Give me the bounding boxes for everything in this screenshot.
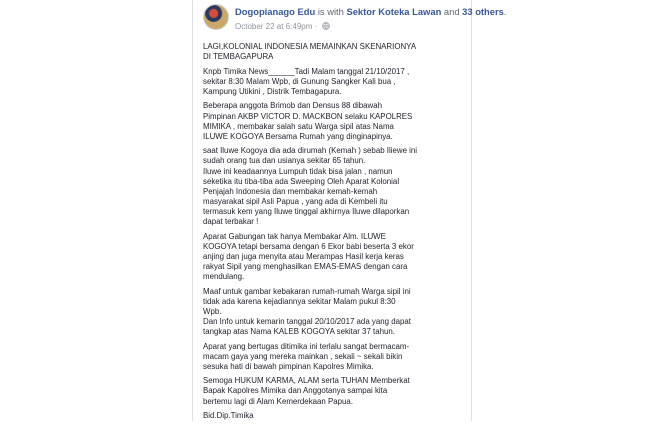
text-line: Bapak Kapolres Mimika dan Anggotanya sampai kita xyxy=(203,386,388,396)
post-body xyxy=(203,42,467,426)
post-timestamp-link[interactable]: October 22 at 6:49pm · xyxy=(235,22,318,32)
text-line: Aparat yang bertugas ditimika ini terlalu sangat bermacam- xyxy=(203,341,410,351)
facebook-post-card xyxy=(192,0,507,421)
text-line: Wpb. xyxy=(203,306,222,316)
author-name-link[interactable]: Dogopianago Edu xyxy=(235,6,316,17)
text-line: Beberapa anggota Brimob dan Densus 88 dibawah xyxy=(203,101,382,111)
text-line: dapat terbakar ! xyxy=(203,217,259,226)
text-line: Maaf untuk gambar kebakaran rumah-rumah Warga sipil ini xyxy=(203,286,411,296)
text-line: Dan Info untuk kemarin tanggal 20/10/2017 ada yang dapat xyxy=(203,316,411,326)
text-line: mendulang. xyxy=(203,271,245,281)
with-text: is with xyxy=(317,6,344,17)
text-line: DI TEMBAGAPURA xyxy=(203,52,274,62)
text-line: Pimpinan AKBP VICTOR D. MACKBON selaku KAPOLRES xyxy=(203,111,413,121)
text-line: Penjajah Indonesia dan membakar kemah-kemah xyxy=(203,186,378,196)
paragraph-4 xyxy=(203,232,467,282)
text-line: tidak ada karena kejadiannya sekitar Malam pukul 8:30 xyxy=(203,296,396,306)
text-line: tangkap atas Nama KALEB KOGOYA sekitar 37 tahun. xyxy=(203,326,395,336)
text-line: rakyat Sipil yang menghasilkan EMAS-EMAS dengan cara xyxy=(203,261,408,271)
text-line: sesuka hati di bawah pimpinan Kapolres Mimika. xyxy=(203,361,374,371)
post-meta xyxy=(235,22,330,32)
post-header xyxy=(203,4,507,36)
text-line: seketika itu tiba-tiba ada Sweeping Oleh Aparat Kolonial xyxy=(203,176,400,186)
text-line: Kampung Utikini , Distrik Tembagapura. xyxy=(203,86,342,96)
text-line: Aparat Gabungan tak hanya Membakar Alm. ILUWE xyxy=(203,231,386,241)
text-line: saat Iluwe Kogoya dia ada dirumah (Kemah ) sebab Iliewe ini xyxy=(203,146,418,156)
signature-line xyxy=(203,411,467,421)
paragraph-3 xyxy=(203,146,467,227)
text-line: macam gaya yang mereka mainkan , sekali ~ sekali bikin xyxy=(203,351,403,361)
text-line: bertemu lagi di Alam Kemerdekaan Papua. xyxy=(203,396,354,406)
and-text: and xyxy=(443,6,460,17)
text-line: sudah orang tua dan usianya sekitar 65 tahun. xyxy=(203,156,366,166)
tagged-page-link[interactable]: Sektor Koteka Lawan xyxy=(346,6,442,17)
post-title xyxy=(203,42,467,62)
text-line: Knpb Timika News______Tadi Malam tanggal 21/10/2017 , xyxy=(203,66,410,76)
others-link[interactable]: 33 others xyxy=(462,6,504,17)
text-line: ILUWE KOGOYA Bersama Rumah yang dinginapinya. xyxy=(203,131,393,141)
paragraph-1 xyxy=(203,67,467,97)
text-line: Semoga HUKUM KARMA, ALAM serta TUHAN Memberkat xyxy=(203,376,410,386)
text-line: termasuk kem yang Iluwe tinggal akhirnya Iluwe dilaporkan xyxy=(203,206,410,216)
paragraph-5 xyxy=(203,287,467,337)
text-line: Iluwe ini keadaannya Lumpuh tidak bisa jalan , namun xyxy=(203,166,393,176)
paragraph-7 xyxy=(203,376,467,406)
avatar[interactable] xyxy=(203,4,229,30)
text-line: LAGI,KOLONIAL INDONESIA MEMAINKAN SKENARIONYA xyxy=(203,42,417,51)
text-line: KOGOYA tetapi bersama dengan 6 Ekor babi beserta 3 ekor xyxy=(203,241,414,251)
globe-icon[interactable] xyxy=(322,22,330,32)
text-line: anjing dan juga menyita atau Merampas Hasil kerja keras xyxy=(203,251,404,261)
period-text: . xyxy=(503,6,507,17)
post-header-line xyxy=(235,6,506,17)
paragraph-2 xyxy=(203,101,467,141)
text-line: sekitar 8:30 Malam Wpb, di Gunung Sangker Kali bua , xyxy=(203,76,396,86)
text-line: Bid.Dip.Timika xyxy=(203,411,254,421)
paragraph-6 xyxy=(203,342,467,372)
text-line: masyarakat sipil Asli Papua , yang ada di Kembeli itu xyxy=(203,196,388,206)
text-line: MIMIKA , membakar salah satu Warga sipil atas Nama xyxy=(203,121,394,131)
